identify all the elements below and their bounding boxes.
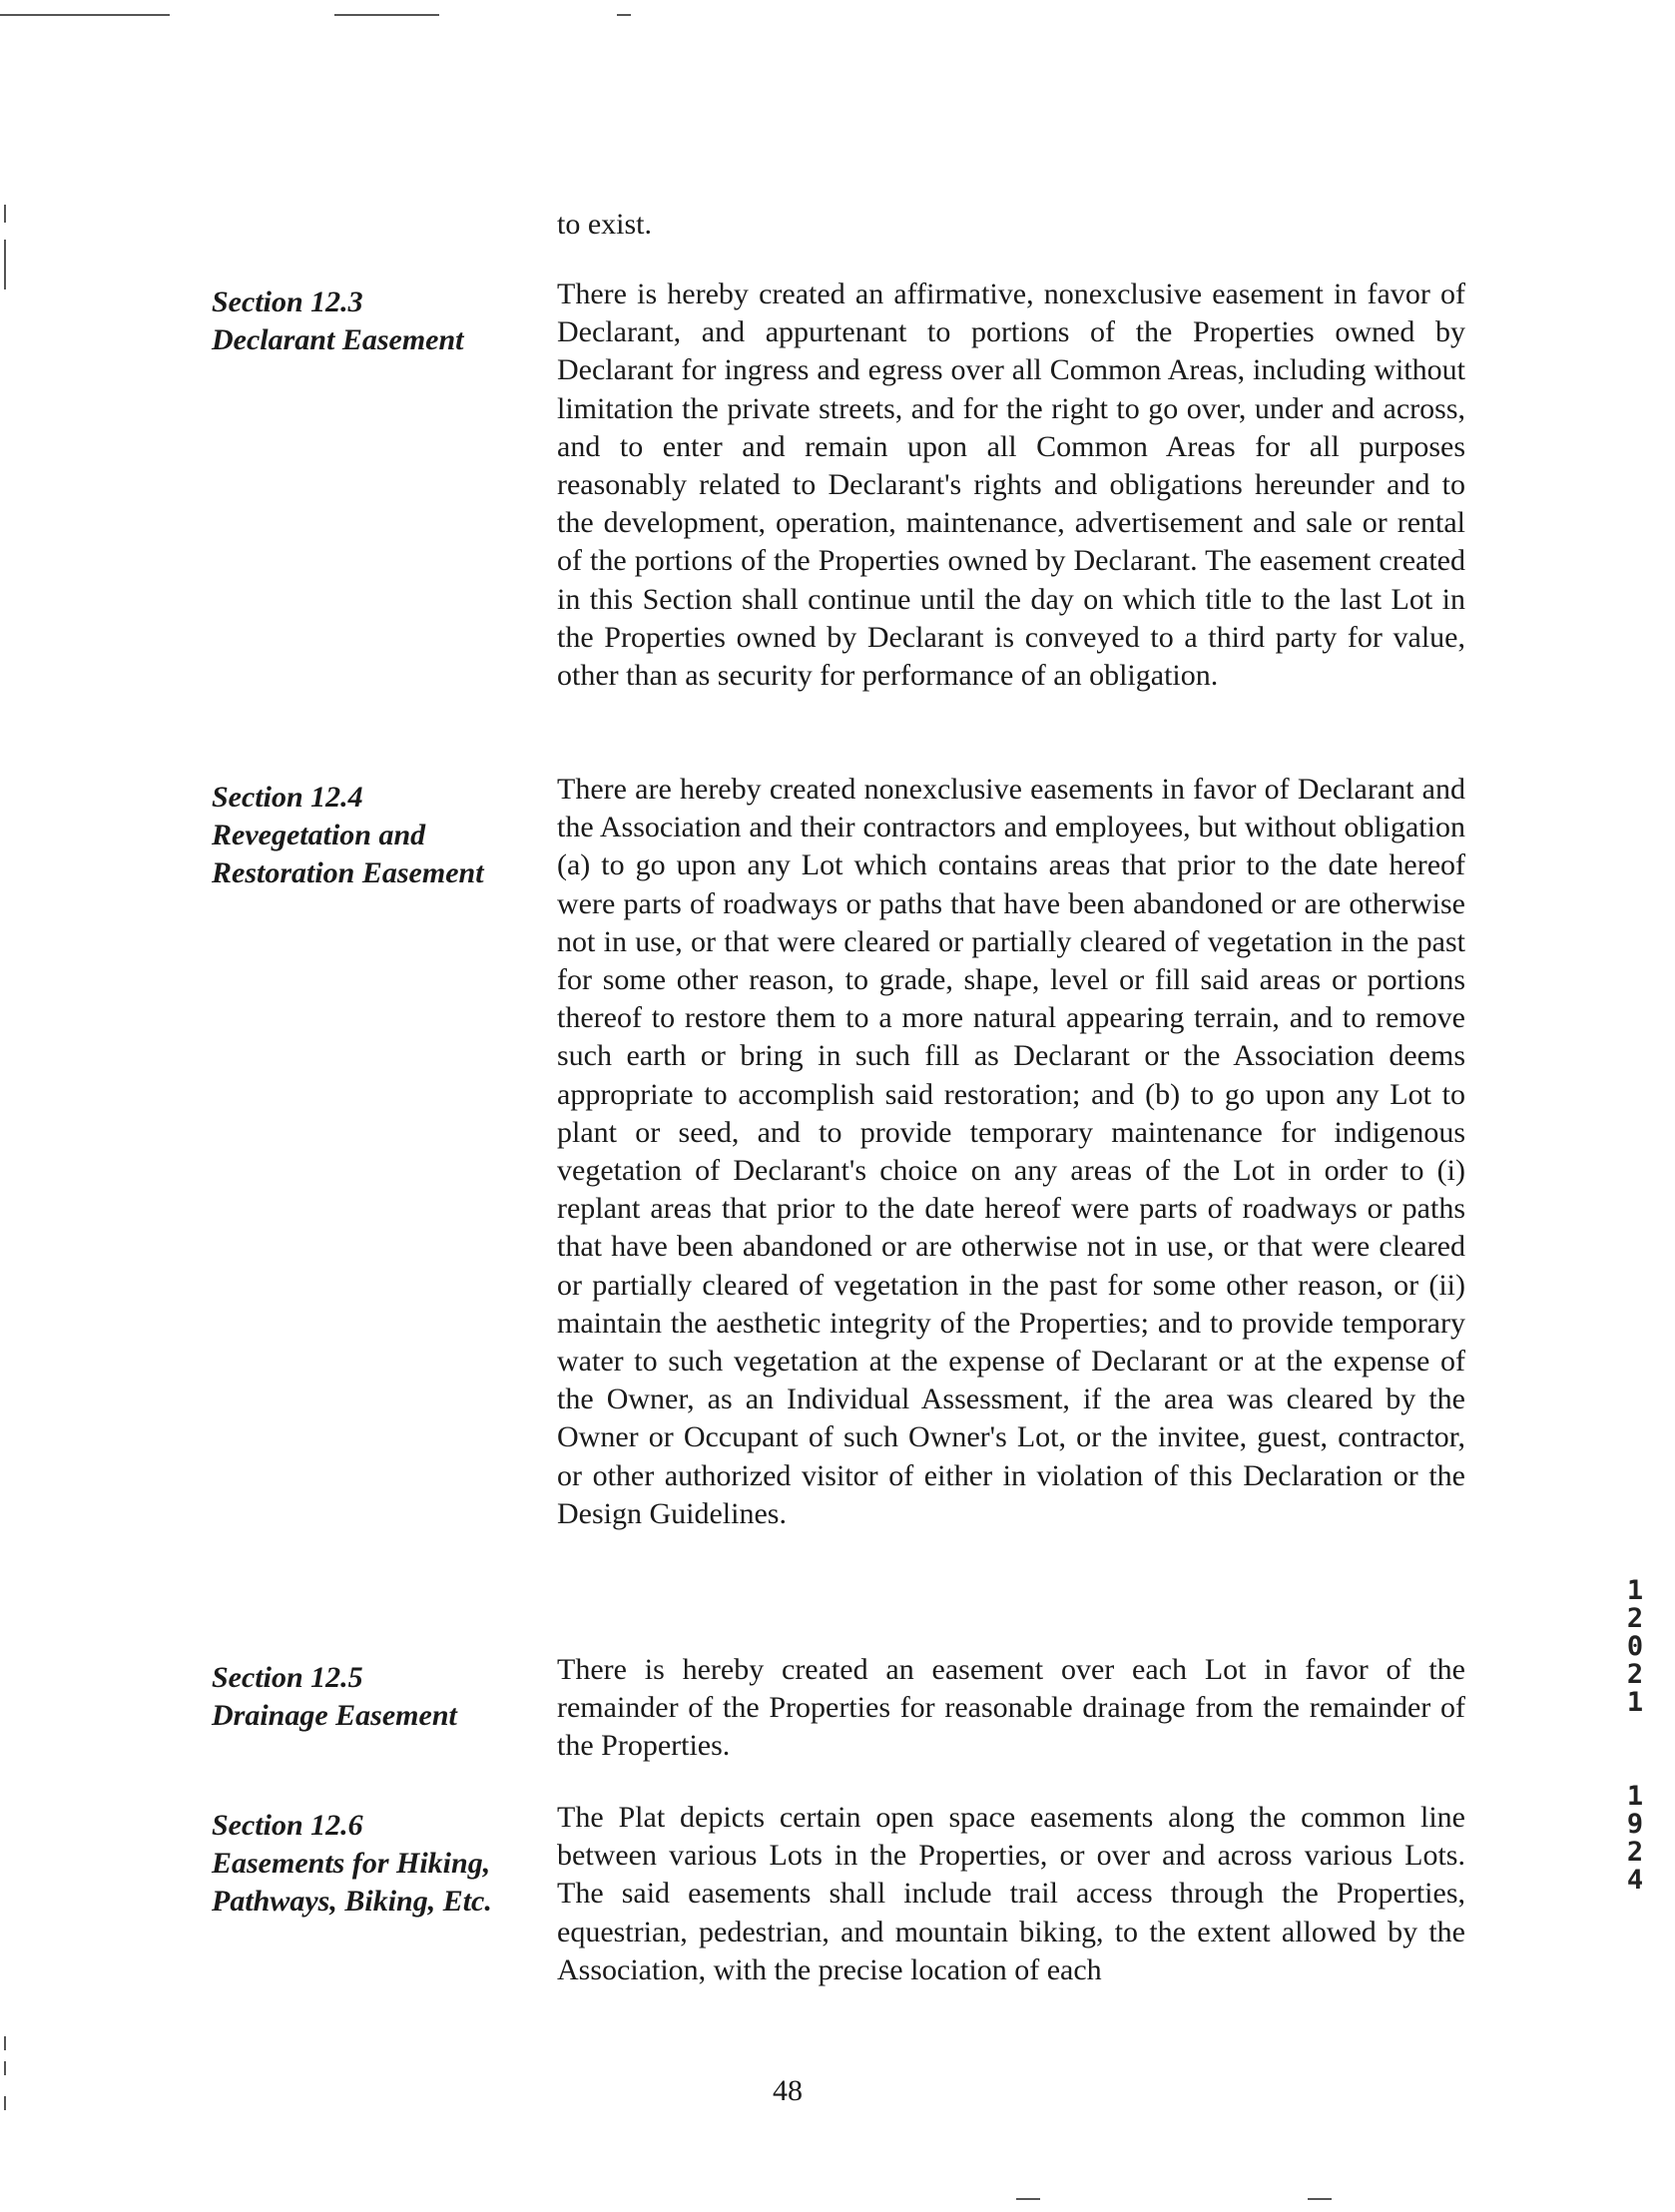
section-title: Drainage Easement: [212, 1699, 457, 1732]
section-12-3-heading: [212, 283, 541, 359]
page-number: 48: [773, 2074, 803, 2107]
scan-edge-tick: [4, 2036, 6, 2050]
scan-edge-tick: [4, 2061, 6, 2075]
stamp-digit: 1: [1626, 1575, 1644, 1606]
section-12-4-heading: [212, 779, 541, 892]
section-title: Declarant Easement: [212, 323, 464, 356]
scan-edge-tick: [4, 240, 6, 289]
section-number: Section 12.5: [212, 1661, 363, 1694]
scan-edge-line: [1016, 2198, 1040, 2200]
scan-edge-line: [1308, 2198, 1332, 2200]
stamp-digit: 1: [1626, 1781, 1644, 1812]
stamp-digit: 9: [1626, 1809, 1644, 1840]
section-12-4-body: There are hereby created nonexclusive easements in favor of Declarant and the Association and their contractors and employees, but without obligation (a) to go upon any Lot which contains areas that prior to the date hereof were parts of roadways or paths that have been abandoned or are otherwise not in use, or that were cleared or partially cleared of vegetation in the past for some other reason, to grade, shape, level or fill said areas or portions thereof to restore them to a more natural appearing terrain, and to remove such earth or bring in such fill as Declarant or the Association deems appropriate to accomplish said restoration; and (b) to go upon any Lot to plant or seed, and to provide temporary maintenance for indigenous vegetation of Declarant's choice on any areas of the Lot in order to (i) replant areas that prior to the date hereof were parts of roadways or paths that have been abandoned or are otherwise not in use, or that were cleared or partially cleared of vegetation in the past for some other reason, or (ii) maintain the aesthetic integrity of the Properties; and to provide temporary water to such vegetation at the expense of Declarant or at the expense of the Owner, as an Individual Assessment, if the area was cleared by the Owner or Occupant of such Owner's Lot, or the invitee, guest, contractor, or other authorized visitor of either in violation of this Declaration or the Design Guidelines.: [557, 773, 1465, 1530]
section-title: Easements for Hiking,: [212, 1847, 491, 1880]
section-12-5-body: There is hereby created an easement over each Lot in favor of the remainder of the Properties for reasonable drainage from the remainder of the Properties.: [557, 1653, 1465, 1763]
recording-stamp-lower: [1617, 1783, 1653, 1895]
section-12-6-body: The Plat depicts certain open space easements along the common line between various Lots in the Properties, or over and across various Lots. The said easements shall include trail access through the Properties, equestrian, pedestrian, and mountain biking, to the extent allowed by the Association, with the precise location of each: [557, 1801, 1465, 1986]
continuation-text: to exist.: [557, 208, 652, 241]
stamp-digit: 0: [1626, 1631, 1644, 1662]
recording-stamp-upper: [1617, 1577, 1653, 1717]
section-12-3-body: There is hereby created an affirmative, nonexclusive easement in favor of Declarant, and appurtenant to portions of the Properties owned by Declarant for ingress and egress over all Common Areas, including without limitation the private streets, and for the right to go over, under and across, and to enter and remain upon all Common Areas for all purposes reasonably related to Declarant's rights and obligations hereunder and to the development, operation, maintenance, advertisement and sale or rental of the portions of the Properties owned by Declarant. The easement created in this Section shall continue until the day on which title to the last Lot in the Properties owned by Declarant is conveyed to a third party for value, other than as security for performance of an obligation.: [557, 277, 1465, 693]
stamp-digit: 1: [1626, 1687, 1644, 1718]
scan-edge-tick: [4, 205, 6, 223]
scan-edge-line: [617, 14, 631, 16]
scan-edge-line: [0, 14, 170, 16]
scan-edge-line: [334, 14, 439, 16]
section-number: Section 12.3: [212, 285, 363, 318]
section-title: Pathways, Biking, Etc.: [212, 1885, 492, 1918]
section-title: Revegetation and: [212, 819, 426, 851]
stamp-digit: 2: [1626, 1837, 1644, 1868]
stamp-digit: 2: [1626, 1659, 1644, 1690]
section-12-6-heading: [212, 1807, 541, 1921]
section-title: Restoration Easement: [212, 856, 484, 889]
section-12-5-heading: [212, 1659, 541, 1735]
section-number: Section 12.4: [212, 781, 363, 814]
section-number: Section 12.6: [212, 1809, 363, 1842]
stamp-digit: 4: [1626, 1865, 1644, 1896]
stamp-digit: 2: [1626, 1603, 1644, 1634]
